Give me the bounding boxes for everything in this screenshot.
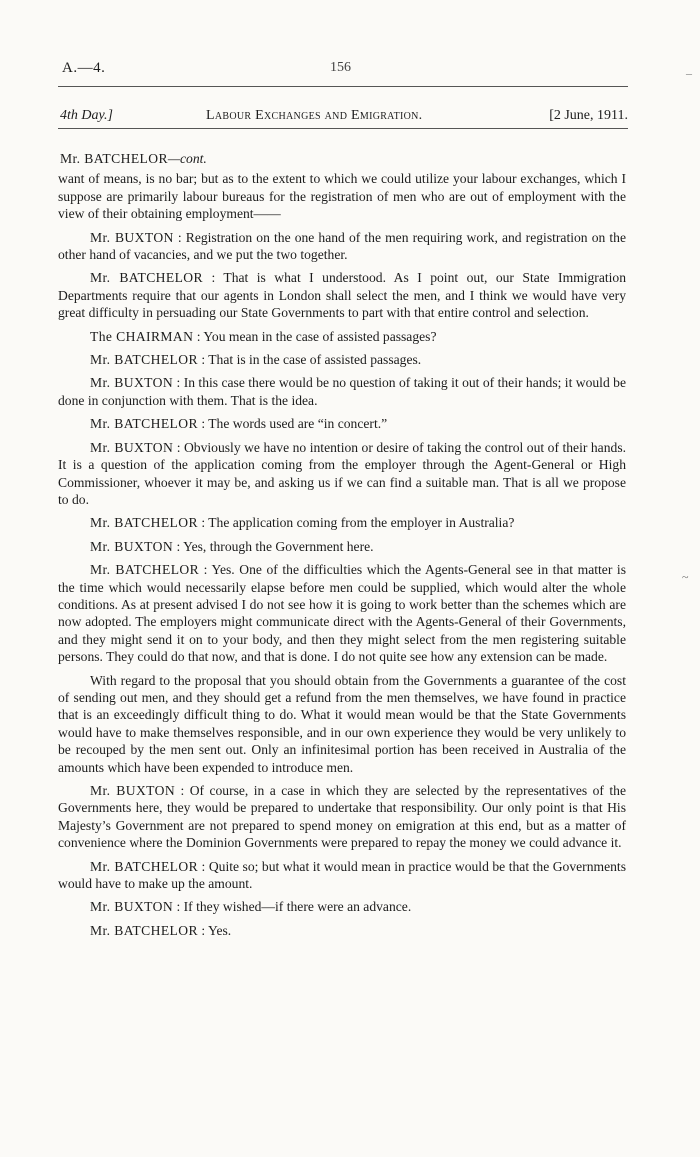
paragraph-text: : Obviously we have no intention or desire of taking the control out of their hands. It is a question of the application coming from the employer through the Agent-General or High Commissioner, whoever it may be, and asking us if we can find a suitable man. That is all we propose to do. xyxy=(58,439,627,507)
transcript-paragraph xyxy=(58,514,626,531)
speaker-name: Mr. BATCHELOR xyxy=(90,562,200,578)
transcript-paragraph xyxy=(58,269,626,321)
paragraph-text: : If they wished—if there were an advance. xyxy=(176,899,412,915)
transcript-paragraph xyxy=(58,782,626,852)
transcript-paragraph xyxy=(58,898,626,915)
transcript-paragraph xyxy=(58,439,626,509)
transcript-paragraph xyxy=(58,858,626,893)
speaker-name: Mr. BUXTON xyxy=(90,899,174,915)
transcript-paragraph xyxy=(58,229,626,264)
transcript-paragraph xyxy=(58,328,626,345)
transcript-paragraph xyxy=(58,561,626,665)
paragraph-text: want of means, is no bar; but as to the extent to which we could utilize your labour exchanges, which I suppose are primarily labour bureaus for the registration of men who are out of employment with the view of their obtaining employment—— xyxy=(58,171,626,222)
continuation-marker: —cont. xyxy=(167,151,207,166)
paragraph-text: : Yes, through the Government here. xyxy=(176,538,374,554)
document-identifier: A.—4. xyxy=(62,60,106,76)
paragraph-text: With regard to the proposal that you should obtain from the Governments a guarantee of the cost of sending out men, and they should get a refund from the men themselves, we have found in practice that is an exceedingly difficult thing to do. What it would mean would be that the State Governments would have to make themselves responsible, and in our own experience they would be very unlikely to be recouped by the men sent out. Only an infinitesimal portion has been received in Australia of the amounts which have been expended to introduce men. xyxy=(58,672,626,775)
paragraph-text: : That is what I understood. As I point out, our State Immigration Departments require that our agents in London shall select the men, and I think we would have very great difficulty in persuading our State Governments to part with that entire control and selection. xyxy=(58,270,626,321)
speaker-name: Mr. BUXTON xyxy=(90,783,176,798)
paragraph-text: : In this case there would be no question of taking it out of their hands; it would be done in conjunction with them. That is the idea. xyxy=(58,375,627,408)
transcript-paragraph xyxy=(58,170,626,222)
margin-mark: ~ xyxy=(682,570,689,584)
speaker-name: Mr. BATCHELOR xyxy=(90,352,198,368)
paragraph-text: : The application coming from the employer in Australia? xyxy=(201,515,515,531)
speaker-name: Mr. BATCHELOR xyxy=(90,922,198,938)
transcript-paragraph xyxy=(58,374,626,409)
paragraph-text: : Registration on the one hand of the men requiring work, and registration on the other hand of vacancies, and we put the two together. xyxy=(58,229,626,263)
speaker-name: Mr. BATCHELOR xyxy=(90,858,199,874)
transcript-paragraph xyxy=(58,672,626,776)
speaker-name: Mr. BATCHELOR xyxy=(90,515,198,531)
paragraph-text: : Yes. xyxy=(201,922,232,938)
speaker-name: The CHAIRMAN xyxy=(90,328,194,344)
margin-mark: ‒ xyxy=(686,66,692,80)
paragraph-text: : That is in the case of assisted passages. xyxy=(201,352,422,368)
header-rule-bottom xyxy=(58,128,628,129)
speaker-name: Mr. BUXTON xyxy=(90,538,174,554)
transcript-paragraph xyxy=(58,922,626,939)
paragraph-text: : The words used are “in concert.” xyxy=(201,416,388,432)
speaker-name: Mr. BATCHELOR xyxy=(90,416,198,432)
page-number: 156 xyxy=(330,60,351,75)
transcript-body xyxy=(58,150,626,945)
running-head-title: Labour Exchanges and Emigration. xyxy=(206,108,423,123)
running-head-day: 4th Day.] xyxy=(60,108,113,123)
transcript-paragraph xyxy=(58,415,626,432)
speaker-name: Mr. BUXTON xyxy=(90,375,174,391)
continuation-heading xyxy=(60,150,626,167)
paragraph-list xyxy=(58,170,626,939)
paragraph-text: : You mean in the case of assisted passages? xyxy=(196,328,437,344)
transcript-paragraph xyxy=(58,538,626,555)
speaker-name: Mr. BUXTON xyxy=(90,229,174,245)
continuation-speaker: Mr. BATCHELOR xyxy=(60,151,168,166)
speaker-name: Mr. BATCHELOR xyxy=(90,270,203,286)
paragraph-text: : Quite so; but what it would mean in practice would be that the Governments would have to make up the amount. xyxy=(58,858,626,892)
running-head-date: [2 June, 1911. xyxy=(549,108,628,123)
paragraph-text: : Yes. One of the difficulties which the Agents-General see in that matter is the time which would necessarily elapse before men could be supplied, which would alter the whole conditions. As at present advised I do not see how it is going to work better than the schemes which are now adopted. The employers might communicate direct with the Agents-General of their Governments, and they might send it on to your body, and then they might select from the men registering suitable persons. They could do that now, and that is done. I do not quite see how any extension can be made. xyxy=(58,562,626,665)
speaker-name: Mr. BUXTON xyxy=(90,439,174,455)
header-rule-top xyxy=(58,86,628,87)
paragraph-text: : Of course, in a case in which they are selected by the representatives of the Governments here, they would be prepared to undertake that responsibility. Our only point is that His Majesty’s Government are not prepared to spend money on emigration at this end, but as a matter of convenience where the Dominion Governments were prepared to repay the money we could advance it. xyxy=(58,783,626,851)
transcript-paragraph xyxy=(58,351,626,368)
